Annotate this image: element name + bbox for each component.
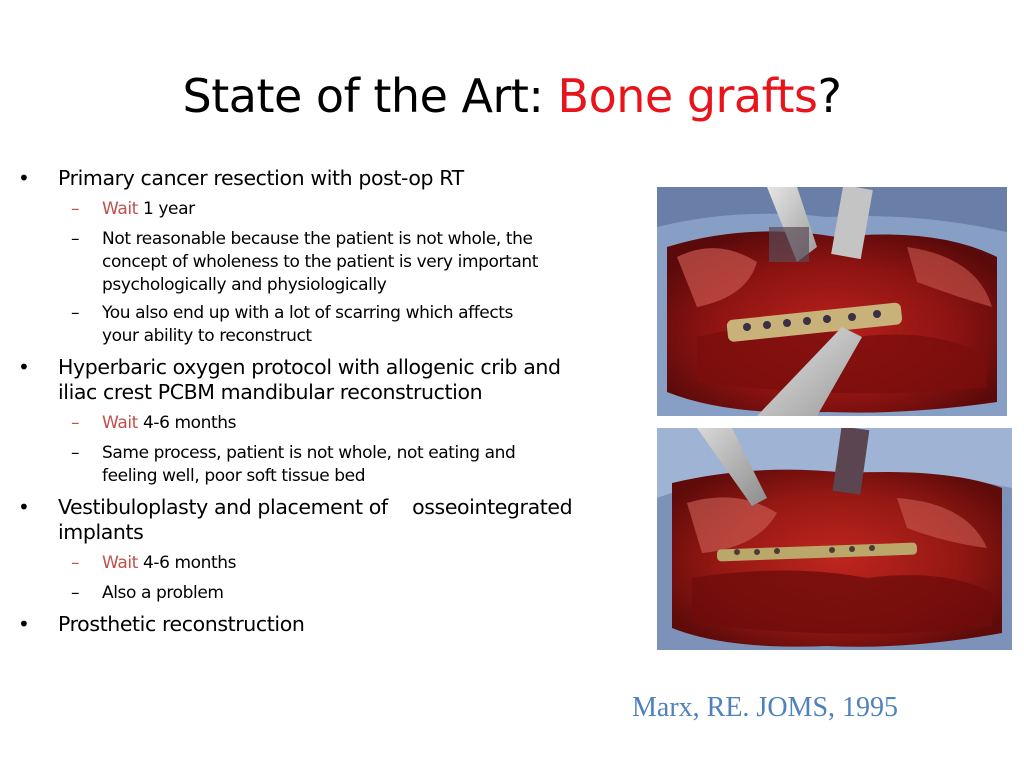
bullet-4	[18, 612, 305, 637]
line: You also end up with a lot of scarring which affects	[102, 303, 514, 323]
bullet-1	[18, 166, 464, 191]
sub-bullet-1-1	[71, 198, 195, 221]
bullet-2	[18, 355, 561, 405]
sub-bullet-1-3	[71, 302, 514, 348]
bullet-3	[18, 495, 573, 545]
surgical-photo-top	[657, 187, 1007, 416]
title-part2: ?	[817, 69, 842, 123]
sub-dash: –	[71, 229, 80, 249]
sub-dash: –	[71, 583, 80, 603]
line: iliac crest PCBM mandibular reconstruction	[58, 380, 483, 404]
sub-bullet-1-2	[71, 228, 539, 297]
surgical-photo-bottom-image	[657, 428, 1012, 650]
sub-dash: –	[71, 303, 80, 323]
sub-dash: –	[71, 443, 80, 463]
sub-bullet-3-1	[71, 552, 237, 575]
sub-bullet-1-1-text: 1 year	[137, 199, 195, 219]
title-accent: Bone grafts	[557, 69, 818, 123]
sub-bullet-2-2	[71, 442, 516, 488]
line: psychologically and physiologically	[102, 275, 387, 295]
wait-label: Wait	[102, 413, 138, 433]
sub-dash: –	[71, 553, 80, 573]
surgical-photo-top-image	[657, 187, 1007, 416]
line: feeling well, poor soft tissue bed	[102, 466, 366, 486]
bullet-dot: •	[18, 495, 30, 519]
bullet-1-text: Primary cancer resection with post-op RT	[58, 166, 464, 190]
sub-bullet-3-1-text: 4-6 months	[137, 553, 237, 573]
sub-dash: –	[71, 413, 80, 433]
wait-label: Wait	[102, 553, 138, 573]
line: your ability to reconstruct	[102, 326, 312, 346]
wait-label: Wait	[102, 199, 138, 219]
surgical-photo-bottom	[657, 428, 1012, 650]
citation: Marx, RE. JOMS, 1995	[632, 692, 899, 723]
slide-title	[0, 66, 1024, 126]
sub-bullet-3-2-text: Also a problem	[102, 583, 224, 603]
sub-bullet-3-2	[71, 582, 224, 605]
sub-dash: –	[71, 199, 80, 219]
title-part1: State of the Art:	[182, 69, 558, 123]
line: Not reasonable because the patient is not whole, the	[102, 229, 533, 249]
line: implants	[58, 520, 144, 544]
sub-bullet-2-1	[71, 412, 237, 435]
sub-bullet-2-1-text: 4-6 months	[137, 413, 237, 433]
bullet-dot: •	[18, 166, 30, 190]
bullet-dot: •	[18, 355, 30, 379]
line: concept of wholeness to the patient is very important	[102, 252, 539, 272]
line: Vestibuloplasty and placement of osseointegrated	[58, 495, 573, 519]
bullet-4-text: Prosthetic reconstruction	[58, 612, 305, 636]
line: Same process, patient is not whole, not eating and	[102, 443, 516, 463]
line: Hyperbaric oxygen protocol with allogenic crib and	[58, 355, 561, 379]
bullet-dot: •	[18, 612, 30, 636]
